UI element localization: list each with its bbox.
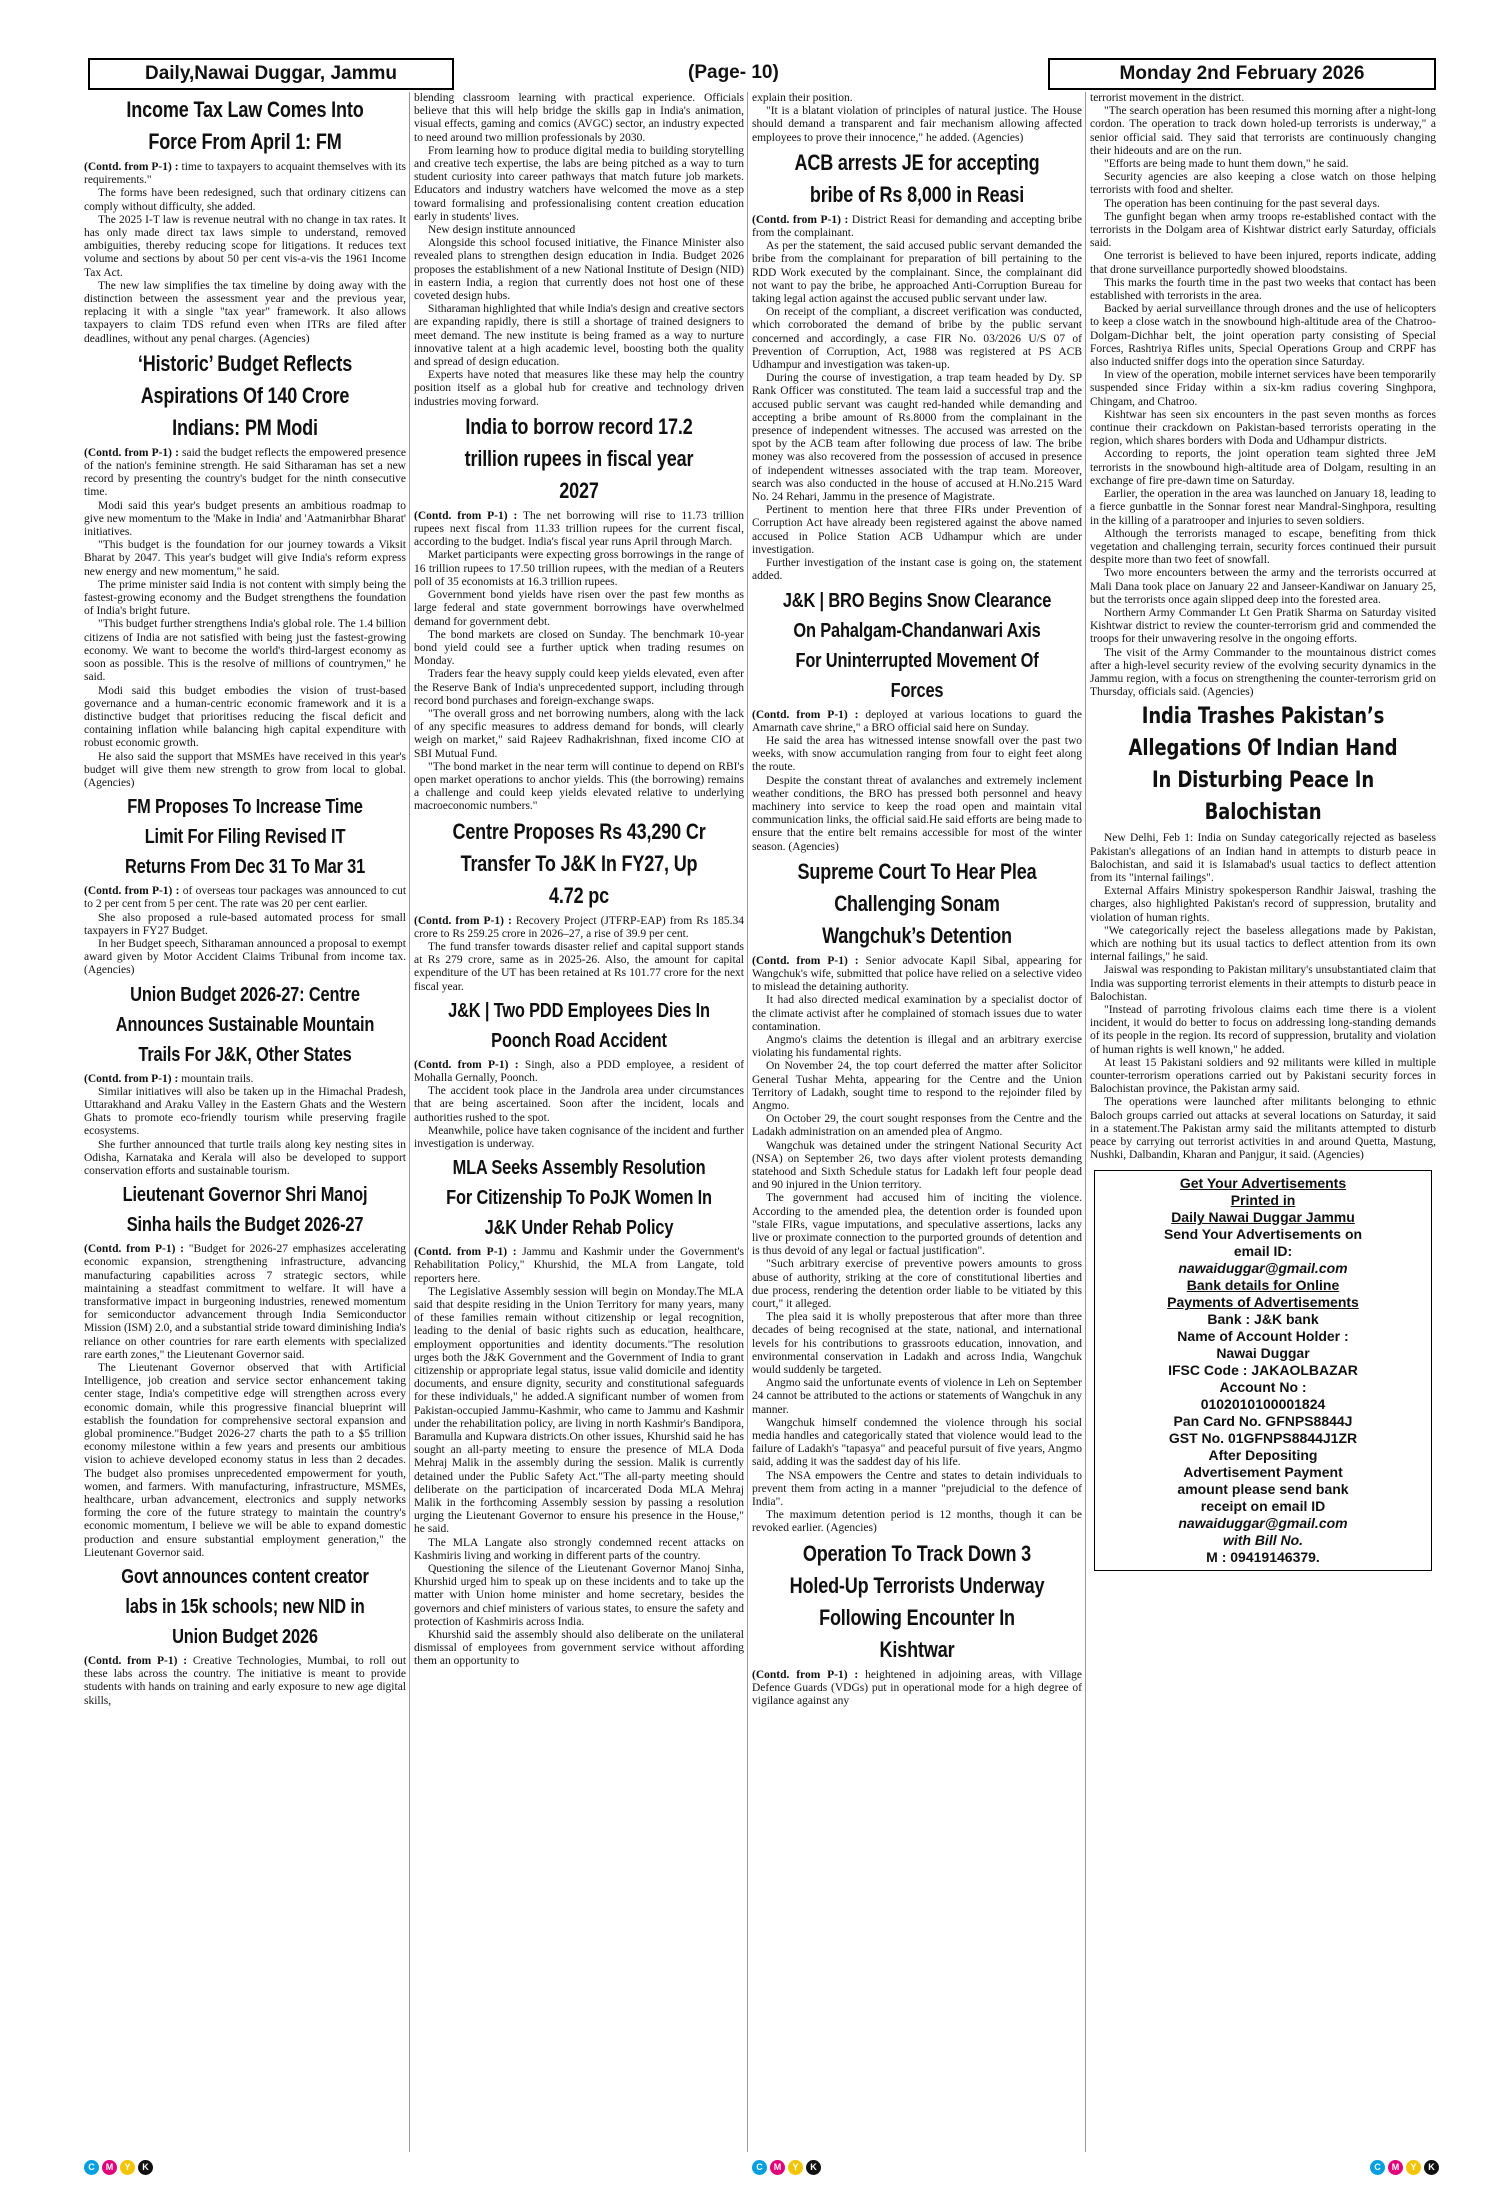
article-paragraph: Questioning the silence of the Lieutenant Governor Manoj Sinha, Khurshid urged him to speak up on these incidents and to take up the matter with Union home minister and home secretary, besides the governors and chief ministers of various states, to ensure the safety and protection of Kashmiris across India.: [414, 1563, 744, 1628]
continuation-marker: (Contd. from P-1) :: [84, 1072, 179, 1085]
article-paragraph: "The overall gross and net borrowing numbers, along with the lack of any specific measures to address demand for bonds, will clearly weigh on market," said Rajeev Radhakrishnan, fixed income CIO at SBI Mutual Fund.: [414, 707, 744, 760]
article-paragraph: Angmo's claims the detention is illegal and an arbitrary exercise violating his fundamental rights.: [752, 1033, 1082, 1060]
article-continuation: [752, 92, 1082, 145]
continuation-marker: (Contd. from P-1) :: [752, 708, 859, 721]
article-paragraph: The government had accused him of inciting the violence. According to the amended plea, the detention order is founded upon "stale FIRs, vague imputations, and speculative assertions, lacks any live or proximate connection to the purported grounds of detention and is thus devoid of any legal or factual justification".: [752, 1192, 1082, 1258]
article-paragraph: Wangchuk was detained under the stringent National Security Act (NSA) on September 26, two days after violent protests demanding statehood and Sixth Schedule status for Ladakh left four people dead and 90 injured in the Union territory.: [752, 1139, 1082, 1192]
headline: Centre Proposes Rs 43,290 Cr Transfer To J&K In FY27, Up 4.72 pc: [452, 818, 706, 908]
article-paragraph: Northern Army Commander Lt Gen Pratik Sharma on Saturday visited Kishtwar district to review the counter-terrorism grid and commended the troops for their unwavering resolve in the ongoing efforts.: [1090, 606, 1436, 646]
article-paragraph: It had also directed medical examination by a specialist doctor of the climate activist after he complained of stomach issues due to water contamination.: [752, 994, 1082, 1033]
article-paragraph: (Contd. from P-1) : Senior advocate Kapil Sibal, appearing for Wangchuk's wife, submitted that police have relied on a selective video to mislead the detaining authority.: [752, 954, 1082, 994]
article-paragraph: Despite the constant threat of avalanches and extremely inclement weather conditions, the BRO has pressed both personnel and heavy machinery into service to keep the road open and maintain vital communication links, the official said.He said efforts are being made to ensure that the entire belt remains accessible for most of the winter season. (Agencies): [752, 774, 1082, 853]
article-paragraph: The Lieutenant Governor observed that with Artificial Intelligence, job creation and service sector enhancement taking center stage, India's competitive edge will strengthen across every economic domain, while this progressive financial blueprint will establish the foundation for comprehensive sectoral expansion and global prominence."Budget 2026-27 charts the path to a $5 trillion economy milestone within a few years and presents our ambitious vision to achieve developed economy status in less than 2 decades. The budget also promises unprecedented empowerment for youth, women, and farmers. With manufacturing, infrastructure, MSMEs, healthcare, urban advancement, electronics and supply networks forming the core of the future strategy to maintain the country's economic momentum, I believe we will be able to expand domestic production and ensure substantial employment generation," the Lieutenant Governor said.: [84, 1362, 406, 1559]
ad-phone: M : 09419146379.: [1206, 1549, 1320, 1566]
article-paragraph: Two more encounters between the army and the terrorists occurred at Mali Dana took place on January 22 and Janseer-Kandiwar on January 25, but the terrorists once again slipped deep into the forested area.: [1090, 567, 1436, 606]
article-paragraph: The forms have been redesigned, such that ordinary citizens can comply without difficulty, she added.: [84, 187, 406, 213]
article-continuation: [1090, 92, 1436, 699]
article-paragraph: According to reports, the joint operation team sighted three JeM terrorists in the snowbound high-altitude area of Dolgam, resulting in an exchange of fire pre-dawn time on Saturday.: [1090, 448, 1436, 487]
article-paragraph: Meanwhile, police have taken cognisance of the incident and further investigation is underway.: [414, 1124, 744, 1150]
article-paragraph: This marks the fourth time in the past two weeks that contact has been established with terrorists in the area.: [1090, 276, 1436, 303]
article-paragraph: "The search operation has been resumed this morning after a night-long cordon. The operation to track down holed-up terrorists is underway," a senior official said. They said that terrorists are continuously changing their hideouts and are on the run.: [1090, 105, 1436, 157]
headline: MLA Seeks Assembly Resolution For Citizenship To PoJK Women In J&K Under Rehab Policy: [446, 1157, 712, 1240]
article-paragraph: Further investigation of the instant case is going on, the statement added.: [752, 557, 1082, 583]
ad-line: GST No. 01GFNPS8844J1ZR: [1168, 1430, 1358, 1447]
registration-mark-icon: Y: [1406, 2160, 1421, 2175]
continuation-marker: (Contd. from P-1) :: [84, 161, 179, 173]
article-paragraph: (Contd. from P-1) : time to taxpayers to acquaint themselves with its requirements.": [84, 161, 406, 187]
ad-email: nawaiduggar@gmail.com: [1178, 1260, 1348, 1277]
article-paragraph: (Contd. from P-1) : Singh, also a PDD employee, a resident of Mohalla Gernally, Poonch.: [414, 1058, 744, 1084]
article-paragraph: The accident took place in the Jandrola area under circumstances that are being ascertained. Soon after the incident, locals and authorities rushed to the spot.: [414, 1085, 744, 1124]
article-paragraph: Modi said this year's budget presents an ambitious roadmap to give new momentum to the 'Make in India' and 'Aatmanirbhar Bharat' initiatives.: [84, 499, 406, 539]
article-subhead: New design institute announced: [428, 224, 576, 237]
column-divider: [409, 92, 410, 2152]
article-paragraph: Modi said this budget embodies the vision of trust-based governance and a human-centric economic framework and it is a distinctive budget that prioritises reducing the fiscal deficit and containing inflation while balancing high capital expenditure with robust economic growth.: [84, 684, 406, 750]
article-paragraph: She further announced that turtle trails along key nesting sites in Odisha, Karnataka and Kerala will also be developed to support conservation efforts and sustainable tourism.: [84, 1138, 406, 1177]
ad-line: Bank : J&K bank: [1207, 1311, 1319, 1328]
article-paragraph: New Delhi, Feb 1: India on Sunday categorically rejected as baseless Pakistan's allegations of an Indian hand in attempts to disturb peace in Balochistan, and said it is Islamabad's usual tactics to deflect attention from its "internal failings".: [1090, 832, 1436, 884]
article-paragraph: (Contd. from P-1) : Creative Technologies, Mumbai, to roll out these labs across the country. The initiative is meant to provide students with hands on training and early exposure to new age digital skills,: [84, 1655, 406, 1707]
article-paragraph: The bond markets are closed on Sunday. The benchmark 10-year bond yield could see a further uptick when trading resumes on Monday.: [414, 628, 744, 668]
article-paragraph: The plea said it is wholly preposterous that after more than three decades of being recognised at the state, national, and international levels for his contributions to grassroots education, innovation, and environmental conservation in Ladakh and across India, Wangchuk would suddenly be targeted.: [752, 1311, 1082, 1377]
registration-mark-icon: C: [752, 2160, 767, 2175]
article-content-creator-labs: [84, 1562, 406, 1708]
column-2: [414, 92, 744, 2152]
article-paragraph: (Contd. from P-1) : Jammu and Kashmir under the Government's Rehabilitation Policy," Khurshid, the MLA from Langate, told reporters here.: [414, 1246, 744, 1285]
ad-line: amount please send bank: [1177, 1481, 1349, 1498]
headline: Lieutenant Governor Shri Manoj Sinha hails the Budget 2026-27: [122, 1184, 368, 1237]
article-mla-resolution: [414, 1153, 744, 1669]
registration-mark-icon: M: [102, 2160, 117, 2175]
article-india-trashes-pakistan: [1090, 701, 1436, 1162]
article-paragraph: On October 29, the court sought responses from the Centre and the Ladakh administration on an amended plea of Angmo.: [752, 1113, 1082, 1139]
article-paragraph: "The bond market in the near term will continue to depend on RBI's open market operations to anchor yields. This (the borrowing) remains a challenge and could keep yields elevated relative to underlying macroeconomic numbers.": [414, 760, 744, 813]
ad-line: with Bill No.: [1222, 1532, 1304, 1549]
article-paragraph: The prime minister said India is not content with simply being the fastest-growing economy and the Budget strengthens the foundation of India's bright future.: [84, 578, 406, 618]
registration-mark-icon: C: [84, 2160, 99, 2175]
article-paragraph: External Affairs Ministry spokesperson Randhir Jaiswal, trashing the charges, also highlighted Pakistan's record of suppression, brutality and violation of human rights.: [1090, 885, 1436, 924]
article-paragraph: Security agencies are also keeping a close watch on those helping terrorists with food and shelter.: [1090, 171, 1436, 197]
article-paragraph: From learning how to produce digital media to building storytelling and creative tech expertise, the labs are being pitched as a way to turn student curiosity into career pathways that match future job markets. Educators and industry watchers have welcomed the move as a step toward formalising and professionalising content creation education early in students' lives.: [414, 144, 744, 223]
article-paragraph: "This budget is the foundation for our journey towards a Viksit Bharat by 2047. This year's budget will give India's reform express new energy and new momentum," he said.: [84, 539, 406, 578]
headline: Income Tax Law Comes Into Force From April 1: FM: [126, 97, 364, 154]
article-paragraph: Experts have noted that measures like these may help the country position itself as a global hub for creative and technology driven industries moving forward.: [414, 369, 744, 408]
article-paragraph: "Such arbitrary exercise of preventive powers amounts to gross abuse of authority, striking at the core of constitutional liberties and due process, rendering the detention order liable to be vitiated by this court," it alleged.: [752, 1258, 1082, 1311]
headline: India Trashes Pakistan’s Allegations Of Indian Hand In Disturbing Peace In Balochistan: [1128, 704, 1398, 826]
article-centre-transfer-jk: [414, 816, 744, 994]
continuation-marker: (Contd. from P-1) :: [752, 213, 849, 226]
continuation-marker: (Contd. from P-1) :: [84, 1243, 184, 1256]
article-paragraph: At least 15 Pakistani soldiers and 92 militants were killed in multiple counter-terrorism operations carried out by Pakistani security forces in Balochistan province, the Pakistan army said.: [1090, 1056, 1436, 1096]
article-paragraph: The gunfight began when army troops re-established contact with the terrorists in the Dolgam area of Kishtwar district early Saturday, officials said.: [1090, 210, 1436, 250]
article-paragraph: The MLA Langate also strongly condemned recent attacks on Kashmiris living and working in different parts of the country.: [414, 1536, 744, 1562]
article-income-tax-law: [84, 94, 406, 346]
article-paragraph: The fund transfer towards disaster relief and capital support stands at Rs 279 crore, same as in 2025-26. Also, the amount for capital expenditure of the UT has been retained at Rs 101.77 crore for the next fiscal year.: [414, 940, 744, 993]
masthead: [88, 58, 1436, 88]
continuation-marker: (Contd. from P-1) :: [414, 914, 512, 927]
ad-line: Printed in: [1230, 1192, 1296, 1209]
registration-mark-icon: K: [806, 2160, 821, 2175]
article-kishtwar-operation: [752, 1538, 1082, 1709]
article-paragraph: Angmo said the unfortunate events of violence in Leh on September 24 cannot be attributed to the actions or statements of Wangchuk in any manner.: [752, 1377, 1082, 1416]
article-paragraph: On receipt of the compliant, a discreet verification was conducted, which corroborated the demand of bribe by the public servant concerned and accordingly, a case FIR No. 03/2026 U/S 07 of Prevention of Corruption, Act, 1988 was registered at PS ACB Udhampur and investigation was taken-up.: [752, 306, 1082, 372]
ad-line: IFSC Code : JAKAOLBAZAR: [1168, 1362, 1358, 1379]
article-mountain-trails: [84, 980, 406, 1179]
page-number: (Page- 10): [688, 62, 779, 83]
article-paragraph: (Contd. from P-1) : The net borrowing will rise to 11.73 trillion rupees next fiscal from 11.33 trillion rupees for the current fiscal, according to the budget. India's fiscal year runs April through March.: [414, 509, 744, 549]
article-paragraph: The operations were launched after militants belonging to ethnic Baloch groups carried out attacks at several locations on Saturday, it said in a statement.The Pakistan army said the militants attempted to disturb peace by carrying out terrorist activities in and around Quetta, Mastung, Nushki, Dalbandin, Kharan and Panjgur, it said. (Agencies): [1090, 1096, 1436, 1162]
article-paragraph: blending classroom learning with practical experience. Officials believe that this will help bridge the skills gap in India's animation, visual effects, gaming and comics (AVGC) sector, an industry expected to need around two million professionals by 2030.: [414, 92, 744, 144]
article-paragraph: (Contd. from P-1) : of overseas tour packages was announced to cut to 2 per cent from 5 per cent. The rate was 20 per cent earlier.: [84, 885, 406, 911]
column-divider: [1085, 92, 1086, 2152]
column-3: [752, 92, 1082, 2152]
ad-line: Daily Nawai Duggar Jammu: [1171, 1209, 1355, 1226]
article-paragraph: The maximum detention period is 12 months, though it can be revoked earlier. (Agencies): [752, 1509, 1082, 1535]
article-lg-manoj-sinha: [84, 1180, 406, 1560]
article-paragraph: One terrorist is believed to have been injured, reports indicate, adding that drone surveillance purportedly showed bloodstains.: [1090, 250, 1436, 276]
article-paragraph: Market participants were expecting gross borrowings in the range of 16 trillion rupees to 17.50 trillion rupees, with the median of a Reuters poll of 35 economists at 16.3 trillion rupees.: [414, 549, 744, 588]
column-4: [1090, 92, 1436, 2152]
article-paragraph: Kishtwar has seen six encounters in the past seven months as forces continue their crackdown on Pakistan-based terrorists operating in the region, which shares borders with Doda and Udhampur districts.: [1090, 408, 1436, 448]
article-paragraph: During the course of investigation, a trap team headed by Dy. SP Rank Officer was constituted. The team laid a successful trap and the accused public servant was caught red-handed while demanding and accepting a bribe amount of Rs.8000 from the complainant in the presence of independent witnesses. The accused was arrested on the spot by the ACB team after following due process of law. The bribe money was also recovered from the possession of accused in presence of independent witnesses associated with the trap team. Moreover, search was also conducted in the house of accused at H.No.215 Ward No. 24 Rehari, Jammu in the presence of Magistrate.: [752, 372, 1082, 504]
article-paragraph: explain their position.: [752, 92, 853, 104]
article-continuation: [414, 92, 744, 409]
article-paragraph: "Instead of parroting frivolous claims each time there is a violent incident, it would do better to focus on addressing long-standing demands of its people in the region. Its record of suppression, brutality and violation of human rights is well known," he added.: [1090, 1003, 1436, 1056]
ad-line: After Depositing: [1208, 1447, 1318, 1464]
article-paragraph: (Contd. from P-1) : District Reasi for demanding and accepting bribe from the complainant.: [752, 213, 1082, 240]
article-paragraph: The visit of the Army Commander to the mountainous district comes after a high-level security review of the evolving security dynamics in the Jammu region, with a focus on strengthening the counter-terrorism grid on Thursday, officials said. (Agencies): [1090, 646, 1436, 699]
registration-mark-icon: C: [1370, 2160, 1385, 2175]
article-paragraph: Pertinent to mention here that three FIRs under Prevention of Corruption Act have already been registered against the above named accused in Police Station ACB Udhampur which are under investigation.: [752, 504, 1082, 556]
ad-line: Payments of Advertisements: [1167, 1294, 1359, 1311]
ad-line: email ID:: [1233, 1243, 1293, 1260]
article-paragraph: (Contd. from P-1) : "Budget for 2026-27 emphasizes accelerating economic expansion, strengthening infrastructure, advancing manufacturing capabilities across 7 strategic sectors, while maintaining a steadfast commitment to welfare. It will have a transformative impact in burgeoning industries, renewed momentum for semiconductor advancement through India Semiconductor Mission (ISM) 2.0, and a substantial stride toward diminishing India's reliance on other countries for rare earth elements with specialized rare earth zones," the Lieutenant Governor said.: [84, 1243, 406, 1361]
headline: J&K | Two PDD Employees Dies In Poonch Road Accident: [448, 999, 710, 1052]
article-paragraph: He also said the support that MSMEs have received in this year's budget will give them new strength to grow from local to global. (Agencies): [84, 750, 406, 789]
registration-mark-icon: K: [1424, 2160, 1439, 2175]
article-paragraph: Sitharaman highlighted that while India's design and creative sectors are expanding rapidly, there is still a shortage of trained designers to meet demand. The new institute is being framed as a way to nurture innovative talent at a high academic level, boosting both the quality and spread of design education.: [414, 303, 744, 369]
article-paragraph: terrorist movement in the district.: [1090, 92, 1245, 104]
issue-date: Monday 2nd February 2026: [1048, 58, 1436, 90]
column-1: [84, 92, 406, 2152]
article-paragraph: The Legislative Assembly session will begin on Monday.The MLA said that despite residing in the Union Territory for many years, many of these families remain without citizenship or legal recognition, leading to the denial of basic rights such as education, healthcare, employment opportunities and identity documents."The resolution urges both the J&K Government and the Government of India to grant citizenship or appropriate legal status, issue valid domicile and identity documents, and ensure dignity, security and constitutional safeguards for these individuals," he added.A significant number of women from Pakistan-occupied Jammu-Kashmir, who came to Jammu and Kashmir under the rehabilitation policy, are living in north Kashmir's Bandipora, Baramulla and Kupwara districts.On other issues, Khurshid said he has sought an all-party meeting to ensure the presence of MLA Doda Mehraj Malik in the assembly during the session. Malik is currently detained under the Public Safety Act."The all-party meeting should deliberate on the participation of incarcerated Doda MLA Mehraj Malik in the forthcoming Assembly session by passing a resolution urging the Lieutenant Governor to ensure his presence in the House," he said.: [414, 1285, 744, 1536]
headline: Supreme Court To Hear Plea Challenging Sonam Wangchuk’s Detention: [797, 858, 1037, 948]
article-paragraph: "It is a blatant violation of principles of natural justice. The House should demand a transparent and fair mechanism allowing affected employees to prove their innocence," he added. (Agencies): [752, 105, 1082, 144]
article-historic-budget: [84, 348, 406, 790]
continuation-marker: (Contd. from P-1) :: [414, 1246, 517, 1259]
article-paragraph: Traders fear the heavy supply could keep yields elevated, even after the Reserve Bank of India's unprecedented support, including through record bond purchases and foreign-exchange swaps.: [414, 668, 744, 707]
article-bro-snow-clearance: [752, 586, 1082, 854]
headline: Union Budget 2026-27: Centre Announces Sustainable Mountain Trails For J&K, Other States: [115, 983, 375, 1066]
registration-mark-icon: Y: [788, 2160, 803, 2175]
article-paragraph: He said the area has witnessed intense snowfall over the past two weeks, with snow accumulation ranging from four to eight feet along the route.: [752, 734, 1082, 774]
headline: ‘Historic’ Budget Reflects Aspirations Of 140 Crore Indians: PM Modi: [137, 350, 353, 440]
continuation-marker: (Contd. from P-1) :: [752, 954, 859, 967]
ad-line: Bank details for Online: [1186, 1277, 1340, 1294]
ad-line: Name of Account Holder :: [1177, 1328, 1349, 1345]
continuation-marker: (Contd. from P-1) :: [84, 885, 180, 898]
registration-mark-icon: M: [770, 2160, 785, 2175]
article-paragraph: The new law simplifies the tax timeline by doing away with the distinction between the assessment year and the previous year, replacing it with a single "tax year" framework. It also allows taxpayers to claim TDS refund even when ITRs are filed after deadlines, without any penal charges. (Agencies): [84, 279, 406, 345]
article-record-borrowing: [414, 411, 744, 814]
article-paragraph: "Efforts are being made to hunt them down," he said.: [1104, 158, 1349, 171]
article-paragraph: (Contd. from P-1) : heightened in adjoining areas, with Village Defence Guards (VDGs) put in operational mode for a high degree of vigilance against any: [752, 1668, 1082, 1708]
registration-marks: [84, 2160, 153, 2175]
article-paragraph: (Contd. from P-1) : said the budget reflects the empowered presence of the nation's feminine strength. He said Sitharaman has set a new record by presenting the country's budget for the ninth consecutive time.: [84, 446, 406, 499]
article-paragraph: Backed by aerial surveillance through drones and the use of helicopters to keep a close watch in the snowbound high-altitude area of the Chatroo-Dolgam-Dichhar belt, the joint operation party consisting of Special Forces, Rashtriya Rifles units, Special Operations Group and CRPF has also inducted sniffer dogs into the operation since Saturday.: [1090, 303, 1436, 369]
article-paragraph: Although the terrorists managed to escape, benefiting from thick vegetation and challenging terrain, security forces continued their pursuit despite more than two feet of snowfall.: [1090, 527, 1436, 567]
article-paragraph: "We categorically reject the baseless allegations made by Pakistan, which are nothing but its usual tactics to deflect attention from its own internal failings," he said.: [1090, 924, 1436, 964]
article-paragraph: (Contd. from P-1) : mountain trails.: [84, 1072, 254, 1085]
registration-mark-icon: M: [1388, 2160, 1403, 2175]
ad-line: Nawai Duggar: [1216, 1345, 1310, 1362]
article-paragraph: Earlier, the operation in the area was launched on January 18, leading to a fierce gunbattle in the Sonnar forest near Mandral-Singhpora, resulting in the killing of a paratrooper and injuries to seven soldiers.: [1090, 488, 1436, 527]
registration-marks: [752, 2160, 821, 2175]
continuation-marker: (Contd. from P-1) :: [414, 509, 518, 522]
registration-mark-icon: K: [138, 2160, 153, 2175]
headline: India to borrow record 17.2 trillion rupees in fiscal year 2027: [464, 413, 694, 503]
registration-marks: [1370, 2160, 1439, 2175]
article-paragraph: Similar initiatives will also be taken up in the Himachal Pradesh, Uttarakhand and Araku Valley in the Eastern Ghats and the Western Ghats to promote eco-friendly tourism while preserving fragile ecosystems.: [84, 1085, 406, 1138]
continuation-marker: (Contd. from P-1) :: [414, 1058, 519, 1071]
article-paragraph: As per the statement, the said accused public servant demanded the bribe from the complainant for preparation of bill pertaining to the RDD Work executed by the complainant. Since, the complainant did not want to pay the bribe, he approached Anti-Corruption Bureau for taking legal action against the accused public servant under law.: [752, 240, 1082, 306]
article-paragraph: The 2025 I-T law is revenue neutral with no change in tax rates. It has only made direct tax laws simple to understand, removed ambiguities, thereby reducing scope for litigations. It reduces text volume and sections by about 50 per cent vis-a-vis the 1961 Income Tax Act.: [84, 213, 406, 279]
continuation-marker: (Contd. from P-1) :: [752, 1668, 859, 1681]
article-paragraph: On November 24, the top court deferred the matter after Solicitor General Tushar Mehta, appearing for the Centre and the Union Territory of Ladakh, sought time to respond to the rejoinder filed by Angmo.: [752, 1060, 1082, 1112]
registration-mark-icon: Y: [120, 2160, 135, 2175]
headline: Operation To Track Down 3 Holed-Up Terrorists Underway Following Encounter In Kishtwar: [789, 1540, 1045, 1662]
article-acb-arrests-je: [752, 147, 1082, 584]
advertisement-box: [1094, 1170, 1432, 1571]
article-paragraph: Government bond yields have risen over the past few months as large federal and state government borrowings have overwhelmed demand for government debt.: [414, 589, 744, 628]
article-paragraph: The NSA empowers the Centre and states to detain individuals to prevent them from acting in a manner "prejudicial to the defence of India".: [752, 1469, 1082, 1509]
article-paragraph: In view of the operation, mobile internet services have been temporarily suspended since Friday within a six-km radius covering Singhpora, Chingam, and Chatroo.: [1090, 369, 1436, 408]
continuation-marker: (Contd. from P-1) :: [84, 1655, 188, 1668]
ad-line: Send Your Advertisements on: [1163, 1226, 1363, 1243]
ad-line: Advertisement Payment: [1183, 1464, 1343, 1481]
ad-line: Account No :: [1219, 1379, 1307, 1396]
article-wangchuk-detention: [752, 856, 1082, 1536]
ad-email: nawaiduggar@gmail.com: [1178, 1515, 1348, 1532]
headline: ACB arrests JE for accepting bribe of Rs 8,000 in Reasi: [794, 149, 1040, 207]
article-paragraph: She also proposed a rule-based automated process for small taxpayers in FY27 Budget.: [84, 911, 406, 937]
article-paragraph: (Contd. from P-1) : Recovery Project (JTFRP-EAP) from Rs 185.34 crore to Rs 259.25 crore in 2026–27, a rise of 39.9 per cent.: [414, 914, 744, 940]
headline: Govt announces content creator labs in 15k schools; new NID in Union Budget 2026: [121, 1566, 369, 1649]
article-paragraph: In her Budget speech, Sitharaman announced a proposal to exempt award given by Motor Accident Claims Tribunal from income tax. (Agencies): [84, 937, 406, 977]
ad-line: Pan Card No. GFNPS8844J: [1173, 1413, 1353, 1430]
article-paragraph: (Contd. from P-1) : deployed at various locations to guard the Amarnath cave shrine," a BRO official said here on Sunday.: [752, 708, 1082, 734]
article-paragraph: The operation has been continuing for the past several days.: [1104, 197, 1380, 210]
continuation-marker: (Contd. from P-1) :: [84, 446, 179, 459]
article-paragraph: Wangchuk himself condemned the violence through his social media handles and categorically stated that violence would lead to the failure of Ladakh's "tapasya" and peaceful pursuit of five years, Angmo said, adding it was the saddest day of his life.: [752, 1416, 1082, 1469]
headline: FM Proposes To Increase Time Limit For Filing Revised IT Returns From Dec 31 To Mar 31: [124, 796, 366, 879]
paper-name: Daily,Nawai Duggar, Jammu: [88, 58, 454, 90]
article-paragraph: Khurshid said the assembly should also deliberate on the unilateral dismissal of employees from government service without affording them an opportunity to: [414, 1629, 744, 1668]
article-paragraph: Jaiswal was responding to Pakistan military's unsubstantiated claim that India was supporting terrorist elements in their attempts to disturb peace in Balochistan.: [1090, 964, 1436, 1003]
ad-line: receipt on email ID: [1200, 1498, 1326, 1515]
column-divider: [747, 92, 748, 2152]
ad-line: Get Your Advertisements: [1179, 1175, 1347, 1192]
headline: J&K | BRO Begins Snow Clearance On Pahalgam-Chandanwari Axis For Uninterrupted Movement Of Forces: [782, 589, 1052, 702]
article-paragraph: Alongside this school focused initiative, the Finance Minister also revealed plans to strengthen design education in India. Budget 2026 proposes the establishment of a new National Institute of Design (NID) in eastern India, a region that currently does not host one of these coveted design hubs.: [414, 237, 744, 303]
article-pdd-accident: [414, 996, 744, 1151]
ad-line: 0102010100001824: [1200, 1396, 1326, 1413]
article-revised-it-returns: [84, 792, 406, 977]
article-paragraph: "This budget further strengthens India's global role. The 1.4 billion citizens of India are not satisfied with being just the fastest-growing economy. We want to become the world's third-largest economy as soon as possible. This is the resolve of millions of countrymen," he said.: [84, 618, 406, 684]
